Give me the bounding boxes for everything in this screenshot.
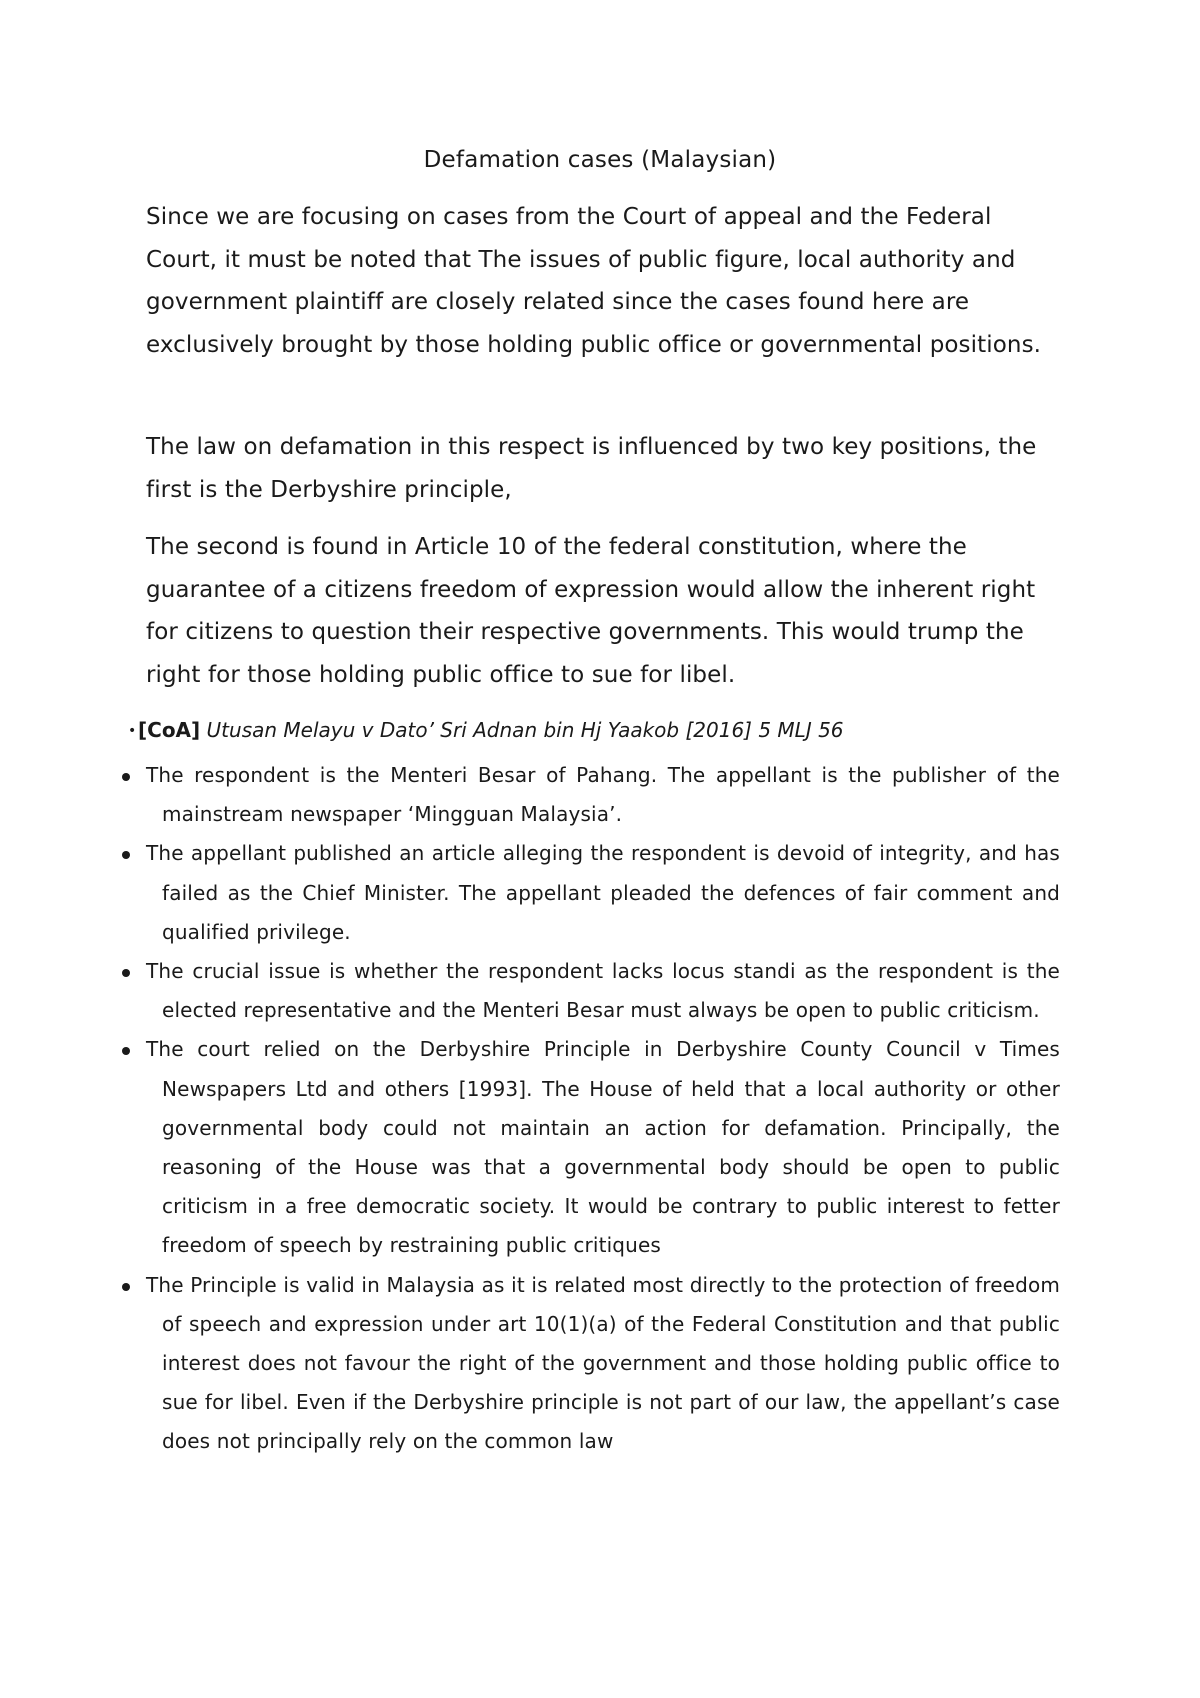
list-item-text: The crucial issue is whether the respondent lacks locus standi as the respondent is the elected representative and the Menteri Besar must always be open to public criticism. (146, 959, 1060, 1023)
list-item (146, 834, 1060, 952)
list-item-text: The court relied on the Derbyshire Principle in Derbyshire County Council v Times Newspapers Ltd and others [1993]. The House of held that a local authority or other governmental body could not maintain an action for defamation. Principally, the reasoning of the House was that a governmental body should be open to public criticism in a free democratic society. It would be contrary to public interest to fetter freedom of speech by restraining public critiques (146, 1037, 1060, 1258)
intro-paragraph: The second is found in Article 10 of the federal constitution, where the guarantee of a citizens freedom of expression would allow the inherent right for citizens to question their respective governments. This would trump the right for those holding public office to sue for libel. (146, 534, 1036, 688)
case-citation: Utusan Melayu v Dato’ Sri Adnan bin Hj Yaakob [2016] 5 MLJ 56 (206, 718, 844, 742)
bullet-icon (122, 1047, 130, 1055)
bullet-icon (122, 851, 130, 859)
list-item (146, 1266, 1060, 1462)
list-item (146, 952, 1060, 1030)
court-label: [CoA] (138, 718, 201, 742)
case-points-list (146, 756, 1060, 1462)
list-item (146, 756, 1060, 834)
intro-paragraph: The law on defamation in this respect is influenced by two key positions, the first is the Derbyshire principle, (146, 434, 1037, 503)
list-item-text: The appellant published an article alleging the respondent is devoid of integrity, and has failed as the Chief Minister. The appellant pleaded the defences of fair comment and qualified privilege. (146, 841, 1060, 944)
bullet-icon (122, 1283, 130, 1291)
intro-paragraph: Since we are focusing on cases from the Court of appeal and the Federal Court, it must be noted that The issues of public figure, local authority and government plaintiff are closely related since the cases found here are exclusively brought by those holding public office or governmental positions. (146, 204, 1042, 358)
list-item-text: The Principle is valid in Malaysia as it is related most directly to the protection of freedom of speech and expression under art 10(1)(a) of the Federal Constitution and that public interest does not favour the right of the government and those holding public office to sue for libel. Even if the Derbyshire principle is not part of our law, the appellant’s case does not principally rely on the common law (146, 1272, 1060, 1454)
bullet-icon (122, 773, 130, 781)
bullet-icon: • (128, 723, 137, 739)
case-heading (128, 715, 1078, 746)
list-item (146, 1030, 1060, 1265)
bullet-icon (122, 969, 130, 977)
document-title: Defamation cases (Malaysian) (423, 147, 777, 173)
list-item-text: The respondent is the Menteri Besar of Pahang. The appellant is the publisher of the mainstream newspaper ‘Mingguan Malaysia’. (146, 763, 1060, 827)
